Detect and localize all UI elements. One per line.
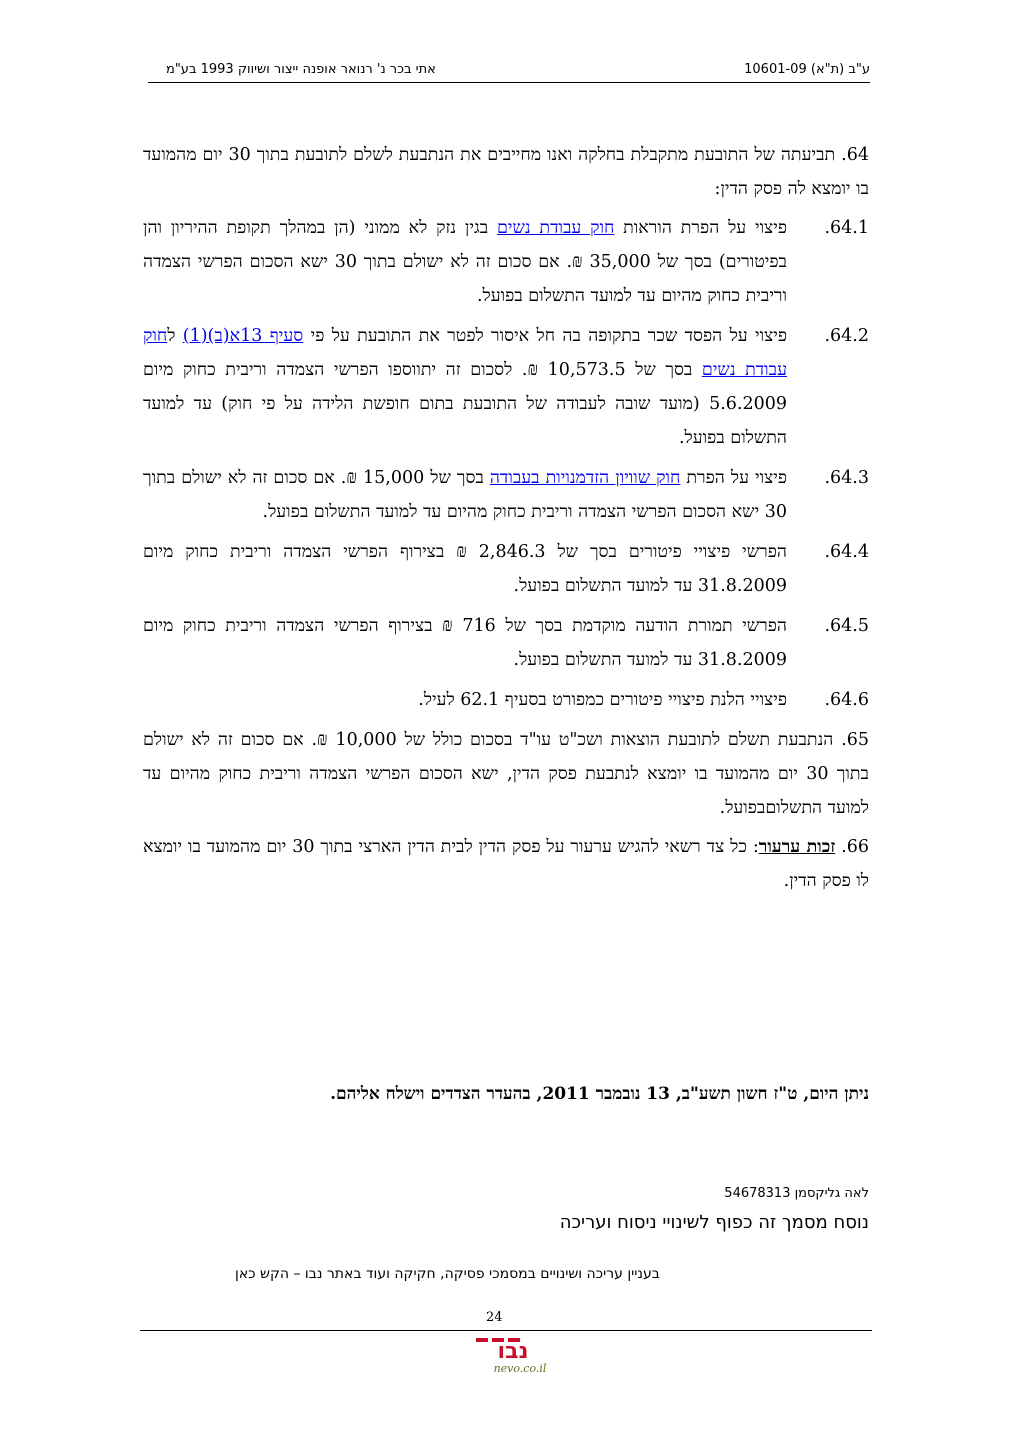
judgment-body <box>143 138 869 903</box>
page-number: 24 <box>486 1310 503 1325</box>
section-number: 66. <box>841 837 869 857</box>
law-link[interactable]: חוק עבודת נשים <box>143 326 787 380</box>
section-64 <box>143 138 869 206</box>
svg-text:nevo.co.il: nevo.co.il <box>493 1362 547 1375</box>
judge-signature: לאה גליקסמן 54678313 <box>724 1186 869 1201</box>
item-number: 64.5. <box>824 616 869 636</box>
nevo-logo <box>470 1336 556 1376</box>
svg-text:נבו: נבו <box>497 1339 529 1364</box>
section-text: הנתבעת תשלם לתובעת הוצאות ושכ"ט עו"ד בסכום כולל של 10,000 ₪. אם סכום זה לא ישולם בתוך 30 יום מהמועד בו יומצא לנתבעת פסק הדין, ישא הסכום הפרשי הצמדה וריבית כחוק מהיום עד למועד התשלוםבפועל. <box>143 730 869 818</box>
item-number: 64.3. <box>824 468 869 488</box>
section-text: : כל צד רשאי להגיש ערעור על פסק הדין לבית הדין הארצי בתוך 30 יום מהמועד בו יומצא לו פסק הדין. <box>143 837 869 891</box>
item-text: פיצוי על הפסד שכר בתקופה בה חל איסור לפטר את התובעת על פי סעיף 13א(ב)(1) לחוק עבודת נשים בסך של 10,573.5 ₪. לסכום זה יתווספו הפרשי הצמדה וריבית כחוק מיום 5.6.2009 (מועד שובה לעבודה של התובעת בתום חופשת הלידה על פי חוק) עד למועד התשלום בפועל. <box>143 326 787 448</box>
item-64-1 <box>143 211 869 313</box>
item-text: פיצויי הלנת פיצויי פיטורים כמפורט בסעיף 62.1 לעיל. <box>418 690 787 710</box>
case-title: אתי בכר נ' רנואר אופנה ייצור ושיווק 1993 בע"מ <box>166 62 436 77</box>
nevo-edit-note-link[interactable]: בעניין עריכה ושינויים במסמכי פסיקה, חקיקה ועוד באתר נבו – הקש כאן <box>235 1266 660 1282</box>
item-number: 64.1. <box>824 218 869 238</box>
page-header <box>148 60 870 83</box>
law-link[interactable]: חוק שוויון הזדמנויות בעבודה <box>489 468 681 488</box>
item-64-5 <box>143 609 869 677</box>
item-number: 64.2. <box>824 326 869 346</box>
item-64-6 <box>143 683 869 717</box>
case-number: ע"ב (ת"א) 10601-09 <box>744 62 870 77</box>
item-64-4 <box>143 535 869 603</box>
appeal-right-label: זכות ערעור <box>758 837 836 857</box>
item-text: הפרשי תמורת הודעה מוקדמת בסך של 716 ₪ בצירוף הפרשי הצמדה וריבית כחוק מיום 31.8.2009 עד למועד התשלום בפועל. <box>143 616 788 670</box>
item-64-2 <box>143 319 869 455</box>
section-65 <box>143 723 869 825</box>
item-text: פיצוי על הפרת הוראות חוק עבודת נשים בגין נזק לא ממוני (הן במהלך תקופת ההיריון והן בפיטורים) בסך של 35,000 ₪. אם סכום זה לא ישולם בתוך 30 ישא הסכום הפרשי הצמדה וריבית כחוק מהיום עד למועד התשלום בפועל. <box>143 218 787 306</box>
section-text: תביעתה של התובעת מתקבלת בחלקה ואנו מחייבים את הנתבעת לשלם לתובעת בתוך 30 יום מהמועד בו יומצא לה פסק הדין: <box>143 145 869 199</box>
item-64-3 <box>143 461 869 529</box>
footer-divider <box>140 1330 872 1331</box>
item-number: 64.4. <box>824 542 869 562</box>
section-number: 65. <box>841 730 869 750</box>
given-date-line: ניתן היום, ט"ז חשון תשע"ב, 13 נובמבר 2011, בהעדר הצדדים וישלח אליהם. <box>330 1084 869 1104</box>
item-text: פיצוי על הפרת חוק שוויון הזדמנויות בעבודה בסך של 15,000 ₪. אם סכום זה לא ישולם בתוך 30 ישא הסכום הפרשי הצמדה וריבית כחוק מהיום עד למועד התשלום בפועל. <box>143 468 787 522</box>
law-link[interactable]: חוק עבודת נשים <box>496 218 615 238</box>
item-text: הפרשי פיצויי פיטורים בסך של 2,846.3 ₪ בצירוף הפרשי הצמדה וריבית כחוק מיום 31.8.2009 עד למועד התשלום בפועל. <box>143 542 787 596</box>
section-link[interactable]: סעיף 13א(ב)(1) <box>182 326 304 346</box>
section-number: 64. <box>841 145 869 165</box>
version-disclaimer: נוסח מסמך זה כפוף לשינויי ניסוח ועריכה <box>559 1212 869 1233</box>
item-number: 64.6. <box>824 690 869 710</box>
section-66 <box>143 830 869 898</box>
